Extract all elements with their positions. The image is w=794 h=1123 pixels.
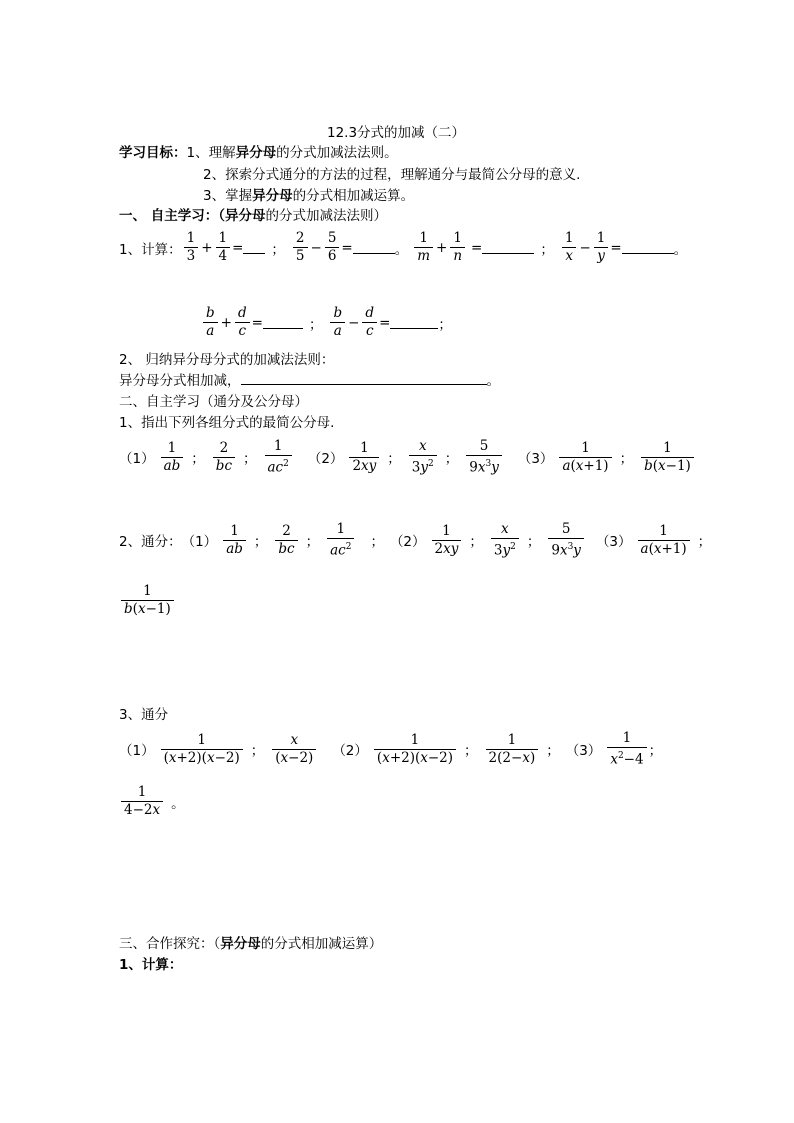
fraction: $\frac{1}{y}$ (594, 230, 609, 265)
section2-q2-row2 (119, 583, 176, 618)
fraction: $\frac{x}{3y^2}$ (409, 438, 437, 477)
objectives-line-1: 学习目标：1、理解异分母的分式加减法法则。 (119, 145, 398, 161)
fraction: $\frac{1}{4}$ (216, 230, 231, 265)
fraction: $\frac{d}{c}$ (235, 305, 250, 340)
fraction: $\frac{b}{a}$ (203, 305, 218, 340)
section2-q3-row2: $\frac{1}{4-2x}$ 。 (119, 784, 185, 819)
section2-q1: （1） $\frac{1}{ab}$ ； $\frac{2}{bc}$ ； $\frac{1}{ac^2}$ （2） $\frac{1}{2xy}$ ； $\frac{x}{3y^2}$ ； $\frac{5}{9x^3y}$ （3） $\frac{1}{a(x+1)}$ ； $\frac{1}{b(x-1)}$ (119, 438, 696, 477)
fraction: $\frac{2}{bc}$ (213, 440, 235, 475)
answer-blank[interactable] (263, 316, 303, 329)
section2-heading: 二、自主学习（通分及公分母） (119, 394, 308, 410)
fraction: $\frac{1}{2xy}$ (432, 523, 462, 558)
section1-q2-rule: 异分母分式相加减， 。 (119, 373, 500, 389)
fraction: $\frac{1}{m}$ (414, 230, 433, 265)
section1-heading: 一、 自主学习：（异分母的分式加减法法则） (119, 208, 387, 224)
fraction: $\frac{2}{bc}$ (275, 523, 297, 558)
fraction: $\frac{1}{ac^2}$ (265, 438, 292, 477)
section2-q3: （1） $\frac{1}{(x+2)(x-2)}$ ； $\frac{x}{(x-2)}$ （2） $\frac{1}{(x+2)(x-2)}$ ； $\frac{1}{2(2-x)}$ ； （3） $\frac{1}{x^2-4}$ ； (119, 730, 663, 768)
answer-blank[interactable] (482, 241, 534, 254)
section3-heading: 三、合作探究：（异分母的分式相加减运算） (119, 936, 383, 952)
fraction: $\frac{1}{a(x+1)}$ (559, 440, 611, 475)
fraction: $\frac{1}{b(x-1)}$ (121, 583, 174, 618)
section2-q1-label: 1、指出下列各组分式的最简公分母. (119, 415, 335, 431)
fraction: $\frac{x}{(x-2)}$ (272, 732, 316, 767)
fraction: $\frac{1}{2(2-x)}$ (486, 732, 539, 767)
q1-label: 1、计算： (119, 241, 182, 258)
objectives-line-3: 3、掌握异分母的分式相加减运算。 (203, 188, 415, 204)
fraction: $\frac{5}{6}$ (325, 230, 340, 265)
answer-blank[interactable] (390, 316, 438, 329)
fraction: $\frac{1}{4-2x}$ (121, 784, 163, 819)
fraction: $\frac{1}{n}$ (450, 230, 465, 265)
section1-q1-row2: $\frac{b}{a}$ + $\frac{d}{c}$ = ； $\frac{b}{a}$ − $\frac{d}{c}$ = ； (201, 305, 452, 340)
answer-blank[interactable] (243, 241, 265, 254)
fraction: $\frac{1}{x^2-4}$ (607, 730, 646, 769)
fraction: $\frac{1}{ab}$ (161, 440, 184, 475)
fraction: $\frac{x}{3y^2}$ (491, 521, 519, 560)
section1-q2-label: 2、 归纳异分母分式的加减法法则： (119, 352, 335, 368)
answer-blank[interactable] (241, 372, 487, 385)
answer-blank[interactable] (353, 241, 395, 254)
fraction: $\frac{5}{9x^3y}$ (548, 521, 584, 560)
fraction: $\frac{1}{x}$ (562, 230, 577, 265)
section1-q1: 1、计算： $\frac{1}{3}$ + $\frac{1}{4}$ = ； $\frac{2}{5}$ − $\frac{5}{6}$ = 。 $\frac{1}{m}$ + $\frac{1}{n}$ = ； $\frac{1}{x}$ − $\frac{1}{y}$ = 。 (119, 230, 688, 264)
section2-q3-label: 3、通分 (119, 707, 169, 723)
fraction: $\frac{5}{9x^3y}$ (466, 438, 502, 477)
section3-q1-label: 1、计算： (119, 957, 183, 973)
fraction: $\frac{1}{ab}$ (223, 523, 246, 558)
fraction: $\frac{1}{(x+2)(x-2)}$ (374, 732, 456, 767)
answer-blank[interactable] (622, 241, 674, 254)
fraction: $\frac{b}{a}$ (330, 305, 345, 340)
section2-q2: 2、通分： （1） $\frac{1}{ab}$ ； $\frac{2}{bc}$ ； $\frac{1}{ac^2}$ ； （2） $\frac{1}{2xy}$ ； $\frac{x}{3y^2}$ ； $\frac{5}{9x^3y}$ （3） $\frac{1}{a(x+1)}$ ； (119, 521, 712, 559)
fraction: $\frac{2}{5}$ (293, 230, 308, 265)
objectives-line-2: 2、探索分式通分的方法的过程，理解通分与最简公分母的意义. (203, 167, 581, 183)
fraction: $\frac{1}{a(x+1)}$ (638, 523, 690, 558)
page-title: 12.3分式的加减（二） (327, 125, 466, 141)
fraction: $\frac{1}{(x+2)(x-2)}$ (161, 732, 243, 767)
fraction: $\frac{1}{b(x-1)}$ (641, 440, 694, 475)
fraction: $\frac{d}{c}$ (362, 305, 377, 340)
objectives-label: 学习目标： (119, 145, 187, 161)
fraction: $\frac{1}{2xy}$ (349, 440, 379, 475)
fraction: $\frac{1}{3}$ (184, 230, 199, 265)
q2-label: 2、通分： (119, 534, 182, 551)
fraction: $\frac{1}{ac^2}$ (327, 521, 354, 560)
